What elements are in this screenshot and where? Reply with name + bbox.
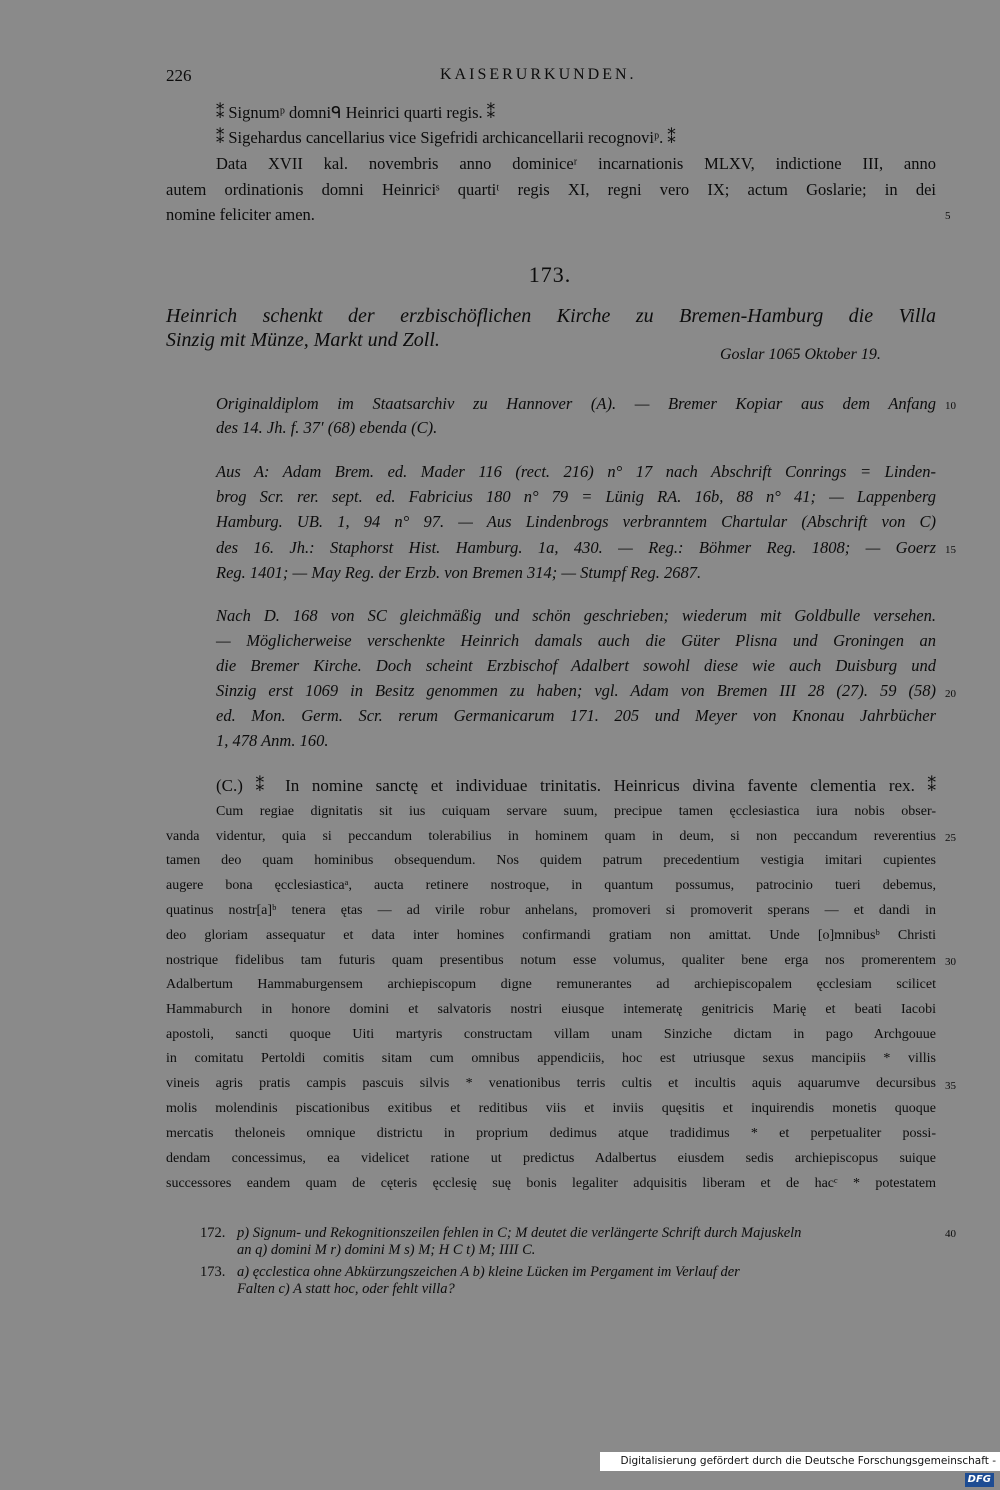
place-date: Goslar 1065 Oktober 19. [720,346,881,363]
charter-line: nostrique fidelibus tam futuris quam presentibus notum esse volumus, qualiter bene erga nos promerentem [166,953,936,968]
prev-doc-line: Data XVII kal. novembris anno dominiceʳ incarnationis MLXV, indictione III, anno [216,154,936,173]
charter-line: molis molendinis piscationibus exitibus et reditibus viis et inviis quęsitis et inquirendis monetis quoque [166,1101,936,1116]
remarks-line: ed. Mon. Germ. Scr. rerum Germanicarum 171. 205 und Meyer von Knonau Jahrbücher [216,706,936,725]
line-number: 20 [945,688,956,700]
charter-line: tamen deo quam hominibus obsequendum. Nos quidem patrum precedentium vestigia imitari cupientes [166,853,936,868]
charter-line: Hammaburch in honore domini et salvatoris nostri eiusque intemeratę genitricis Marię et beati Iacobi [166,1002,936,1017]
running-title: KAISERURKUNDEN. [440,66,637,83]
prev-doc-line: ⁑ Sigehardus cancellarius vice Sigefridi archicancellarii recognoviᵖ. ⁑ [216,128,676,147]
prev-doc-line: ⁑ Signumᵖ domniᑫ Heinrici quarti regis. ⁑ [216,103,496,122]
document-number: 173. [528,262,572,287]
line-number: 30 [945,956,956,968]
footnote-label: 172. [200,1225,226,1241]
charter-line: quatinus nostr[a]ᵇ tenera ętas — ad virile robur anhelans, promoveri si promoverit sperans — et dandi in [166,903,936,918]
charter-line: Cum regiae dignitatis sit ius cuiquam servare suum, precipue tamen ęcclesiastica iura nobis obser- [216,804,936,819]
page-number: 226 [166,66,192,85]
charter-line: apostoli, sancti quoque Uiti martyris constructam villam unam Sinziche dictam in pago Archgouue [166,1027,936,1042]
editions-line: Hamburg. UB. 1, 94 n° 97. — Aus Lindenbrogs verbranntem Chartular (Abschrift von C) [216,512,936,531]
line-number: 10 [945,400,956,412]
tradition-line: Originaldiplom im Staatsarchiv zu Hannover (A). — Bremer Kopiar aus dem Anfang [216,394,936,413]
charter-line: in comitatu Pertoldi comitis sitam cum omnibus appendiciis, hoc est utriusque sexus mancipiis * villis [166,1051,936,1066]
rubric-line: Heinrich schenkt der erzbischöflichen Kirche zu Bremen-Hamburg die Villa [166,305,936,327]
editions-line: Reg. 1401; — May Reg. der Erzb. von Bremen 314; — Stumpf Reg. 2687. [216,563,702,582]
charter-line: dendam concessimus, ea videlicet ratione ut predictus Adalbertus eiusdem sedis archiepiscopus suique [166,1151,936,1166]
charter-line: deo gloriam assequatur et data inter homines confirmandi gratiam non amittat. Unde [o]mnibusᵇ Christi [166,928,936,943]
line-number: 35 [945,1080,956,1092]
line-number: 5 [945,210,951,222]
prev-doc-line: nomine feliciter amen. [166,205,315,224]
line-number: 40 [945,1228,956,1240]
charter-line: vineis agris pratis campis pascuis silvis * venationibus terris cultis et incultis aquis aquarumve decursibus [166,1076,936,1091]
charter-line: vanda videntur, quia si peccandum tolerabilius in hominem quam in deum, si non peccandum reverentius [166,829,936,844]
footnote-line: a) ęcclestica ohne Abkürzungszeichen A b) kleine Lücken im Pergament im Verlauf der [237,1264,740,1280]
funding-text: Digitalisierung gefördert durch die Deutsche Forschungsgemeinschaft - [620,1455,996,1467]
rubric-line: Sinzig mit Münze, Markt und Zoll. [166,329,440,351]
footnote-label: 173. [200,1264,226,1280]
line-number: 15 [945,544,956,556]
remarks-line: — Möglicherweise verschenkte Heinrich damals auch die Güter Plisna und Groningen an [216,631,936,650]
footnote-line: Falten c) A statt hoc, oder fehlt villa? [237,1281,455,1297]
charter-line: successores eandem quam de cęteris ęcclesię suę bonis legaliter adquisitis liberam et de hacᶜ * potestatem [166,1176,936,1191]
remarks-line: 1, 478 Anm. 160. [216,731,329,750]
footnote-line: p) Signum- und Rekognitionszeilen fehlen in C; M deutet die verlängerte Schrift durch Majuskeln [237,1225,802,1241]
editions-line: brog Scr. rer. sept. ed. Fabricius 180 n° 79 = Lünig RA. 16b, 88 n° 41; — Lappenberg [216,487,936,506]
remarks-line: Sinzig erst 1069 in Besitz genommen zu haben; vgl. Adam von Bremen III 28 (27). 59 (58) [216,681,936,700]
editions-line: des 16. Jh.: Staphorst Hist. Hamburg. 1a, 430. — Reg.: Böhmer Reg. 1808; — Goerz [216,538,936,557]
charter-line: Adalbertum Hammaburgensem archiepiscopum digne remunerantes ad archiepiscopalem ęcclesiam scilicet [166,977,936,992]
footnote-line: an q) domini M r) domini M s) M; H C t) M; IIII C. [237,1242,536,1258]
editions-line: Aus A: Adam Brem. ed. Mader 116 (rect. 216) n° 17 nach Abschrift Conrings = Linden- [216,462,936,481]
charter-line: mercatis theloneis omnique districtu in proprium dedimus atque tradidimus * et perpetualiter possi- [166,1126,936,1141]
dfg-logo: DFG [965,1473,994,1487]
remarks-line: Nach D. 168 von SC gleichmäßig und schön geschrieben; wiederum mit Goldbulle versehen. [216,606,936,625]
charter-line: (C.) ⁑ In nomine sanctę et individuae trinitatis. Heinricus divina favente clementia rex. ⁑ [216,776,936,795]
line-number: 25 [945,832,956,844]
tradition-line: des 14. Jh. f. 37′ (68) ebenda (C). [216,418,438,437]
remarks-line: die Bremer Kirche. Doch scheint Erzbischof Adalbert sowohl diese wie auch Duisburg und [216,656,936,675]
prev-doc-line: autem ordinationis domni Heinriciˢ quartiᵗ regis XI, regni vero IX; actum Goslarie; in dei [166,180,936,199]
charter-line: augere bona ęcclesiasticaᵃ, aucta retinere nostroque, in quantum possumus, patrocinio tueri debemus, [166,878,936,893]
dfg-funding-banner [600,1452,1000,1485]
